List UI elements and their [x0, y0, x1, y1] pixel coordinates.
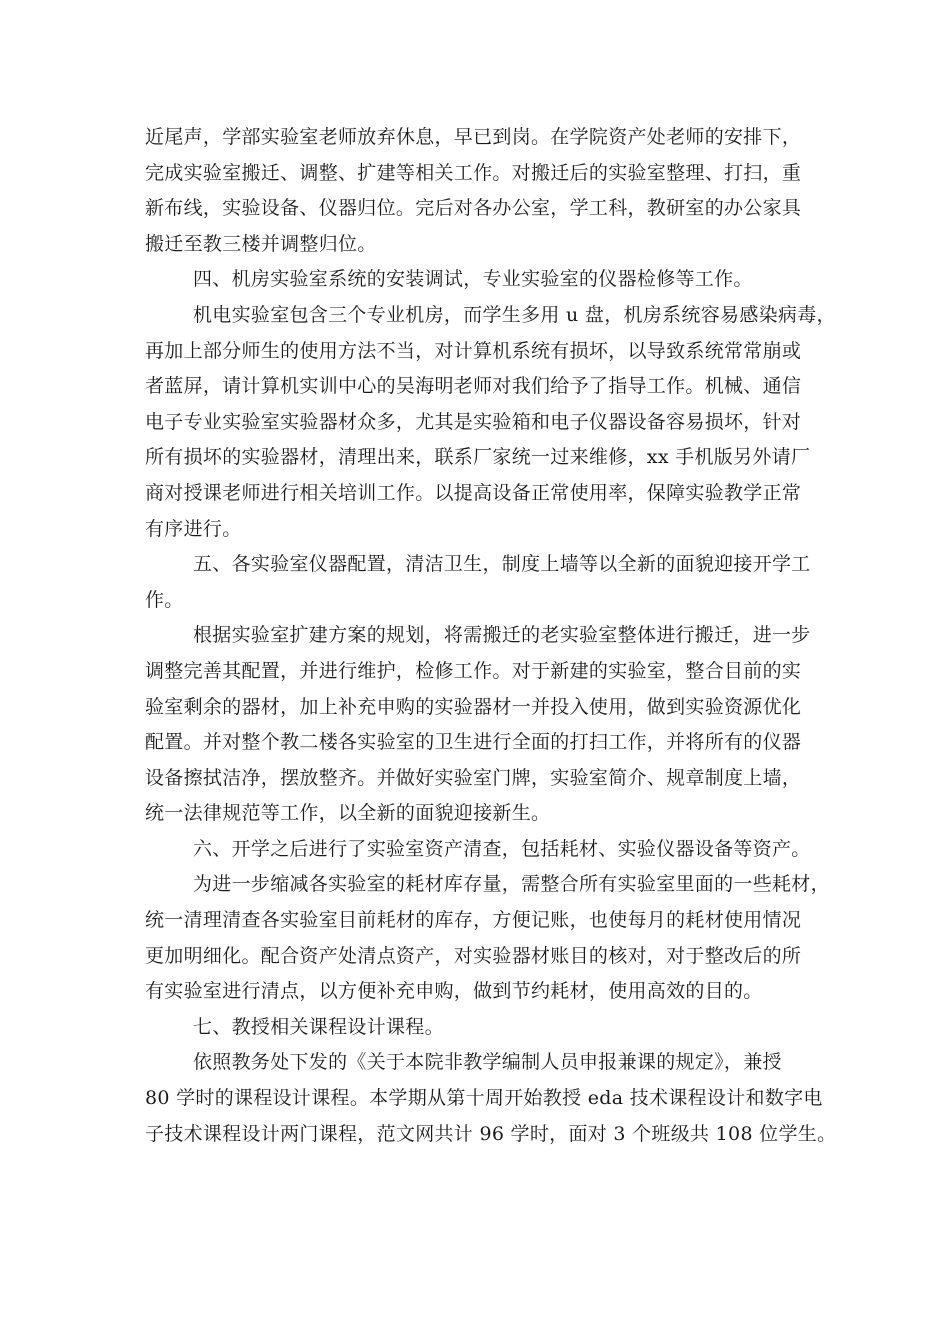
paragraph-start: 根据实验室扩建方案的规划，将需搬迁的老实验室整体进行搬迁，进一步 [193, 624, 811, 647]
text-line: 有实验室进行清点，以方便补充申购，做到节约耗材，使用高效的目的。 [145, 980, 763, 1003]
paragraph-start: 为进一步缩减各实验室的耗材库存量，需整合所有实验室里面的一些耗材， [193, 873, 830, 896]
text-line: 搬迁至教三楼并调整归位。 [145, 232, 377, 255]
text-line: 商对授课老师进行相关培训工作。以提高设备正常使用率，保障实验教学正常 [145, 481, 802, 504]
section-heading: 四、机房实验室系统的安装调试，专业实验室的仪器检修等工作。 [193, 268, 753, 291]
section-heading: 六、开学之后进行了实验室资产清查，包括耗材、实验仪器设备等资产。 [193, 837, 811, 860]
text-line: 子技术课程设计两门课程，范文网共计 96 学时，面对 3 个班级共 108 位学生。 [145, 1122, 837, 1145]
paragraph-start: 机电实验室包含三个专业机房，而学生多用 u 盘，机房系统容易感染病毒， [193, 303, 836, 326]
text-line: 统一清理清查各实验室目前耗材的库存，方便记账，也使每月的耗材使用情况 [145, 909, 802, 932]
text-line: 设备擦拭洁净，摆放整齐。并做好实验室门牌，实验室简介、规章制度上墙， [145, 766, 802, 789]
text-line: 新布线，实验设备、仪器归位。完后对各办公室，学工科，教研室的办公家具 [145, 197, 802, 220]
text-line: 者蓝屏，请计算机实训中心的吴海明老师对我们给予了指导工作。机械、通信 [145, 375, 802, 398]
document-body [145, 120, 837, 1152]
text-line: 更加明细化。配合资产处清点资产，对实验器材账目的核对，对于整改后的所 [145, 944, 802, 967]
text-line: 有序进行。 [145, 517, 242, 540]
paragraph-start: 依照教务处下发的《关于本院非教学编制人员申报兼课的规定》，兼授 [193, 1051, 782, 1074]
text-line: 完成实验室搬迁、调整、扩建等相关工作。对搬迁后的实验室整理、打扫，重 [145, 161, 802, 184]
text-line: 作。 [145, 588, 184, 611]
text-line: 近尾声，学部实验室老师放弃休息，早已到岗。在学院资产处老师的安排下， [145, 126, 802, 148]
text-line: 统一法律规范等工作，以全新的面貌迎接新生。 [145, 802, 551, 825]
text-line: 80 学时的课程设计课程。本学期从第十周开始教授 eda 技术课程设计和数字电 [145, 1087, 823, 1110]
text-line: 再加上部分师生的使用方法不当，对计算机系统有损坏，以导致系统常常崩或 [145, 339, 802, 362]
text-line: 调整完善其配置，并进行维护，检修工作。对于新建的实验室，整合目前的实 [145, 659, 802, 682]
text-line: 电子专业实验室实验器材众多，尤其是实验箱和电子仪器设备容易损坏，针对 [145, 410, 802, 433]
section-heading: 五、各实验室仪器配置，清洁卫生，制度上墙等以全新的面貌迎接开学工 [193, 553, 811, 576]
section-heading: 七、教授相关课程设计课程。 [193, 1015, 444, 1038]
text-line: 验室剩余的器材，加上补充申购的实验器材一并投入使用，做到实验资源优化 [145, 695, 802, 718]
text-line: 所有损坏的实验器材，清理出来，联系厂家统一过来维修，xx 手机版另外请厂 [145, 446, 811, 469]
text-line: 配置。并对整个教二楼各实验室的卫生进行全面的打扫工作，并将所有的仪器 [145, 731, 802, 754]
